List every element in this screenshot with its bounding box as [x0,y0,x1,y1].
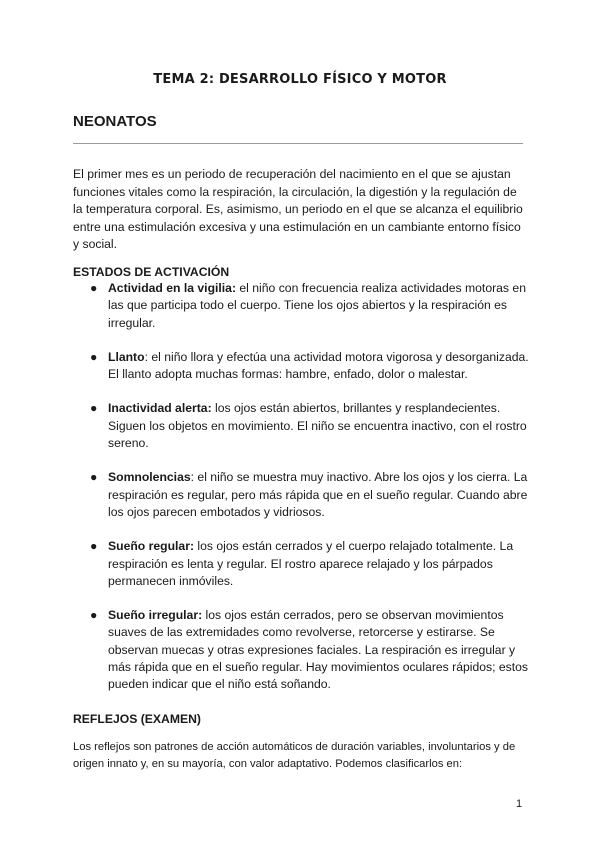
state-description: los ojos están cerrados y el cuerpo relajado totalmente. La respiración es lenta y regular. El rostro aparece relajado y los párpados permanecen inmóviles. [108,539,514,588]
bullet-icon: ● [90,349,98,364]
section-heading-neonatos: NEONATOS [73,113,157,130]
state-description: los ojos están abiertos, brillantes y resplandecientes. Siguen los objetos en movimiento. El niño se encuentra inactivo, con el rostro sereno. [108,401,527,451]
state-description: : el niño se muestra muy inactivo. Abre los ojos y los cierra. La respiración es regular, pero más rápida que en el sueño regular. Cuando abre los ojos parecen embotados y vidriosos. [108,470,528,519]
list-item [73,538,529,590]
state-term: Somnolencias [108,470,191,485]
list-item [73,469,529,521]
state-term: Llanto [108,349,145,364]
reflexes-paragraph: Los reflejos son patrones de acción automáticos de duración variables, involuntarios y de origen innato y, en su mayoría, con valor adaptativo. Podemos clasificarlos en: [73,741,516,770]
intro-paragraph: El primer mes es un periodo de recuperación del nacimiento en el que se ajustan funciones vitales como la respiración, la circulación, la digestión y la regulación de la temperatura corporal. Es, asimismo, un periodo en el que se alcanza el equilibrio entre una estimulación excesiva y una estimulación en un cambiante entorno físico y social. [73,167,523,252]
state-term: Sueño irregular: [108,608,203,623]
bullet-icon: ● [90,281,98,295]
bullet-icon: ● [90,539,98,554]
reflexes-heading: REFLEJOS (EXAMEN) [73,712,201,726]
state-description: los ojos están cerrados, pero se observan movimientos suaves de las extremidades como revolverse, retorcerse y estirarse. Se observan muecas y otras expresiones faciales. La respiración es irregular y más rápida que en el sueño regular. Hay movimientos oculares rápidos; estos pueden indicar que el niño está soñando. [108,608,529,692]
list-item [73,280,529,332]
bullet-icon: ● [90,608,98,623]
page-number: 1 [516,798,523,810]
states-heading: ESTADOS DE ACTIVACIÓN [73,265,230,279]
state-term: Sueño regular: [108,539,195,554]
bullet-icon: ● [90,401,98,416]
page-title: TEMA 2: DESARROLLO FÍSICO Y MOTOR [153,72,447,87]
bullet-icon: ● [90,470,98,485]
state-description: : el niño llora y efectúa una actividad motora vigorosa y desorganizada. El llanto adopta muchas formas: hambre, enfado, dolor o malestar. [108,349,529,382]
state-term: Actividad en la vigilia: [108,281,237,295]
state-term: Inactividad alerta: [108,401,212,416]
activation-states-list [73,280,529,711]
list-item [73,349,529,384]
horizontal-rule [73,143,523,144]
list-item [73,400,529,452]
state-description: el niño con frecuencia realiza actividades motoras en las que participa todo el cuerpo. Tiene los ojos abiertos y la respiración es irregular. [108,281,526,330]
list-item [73,607,529,693]
